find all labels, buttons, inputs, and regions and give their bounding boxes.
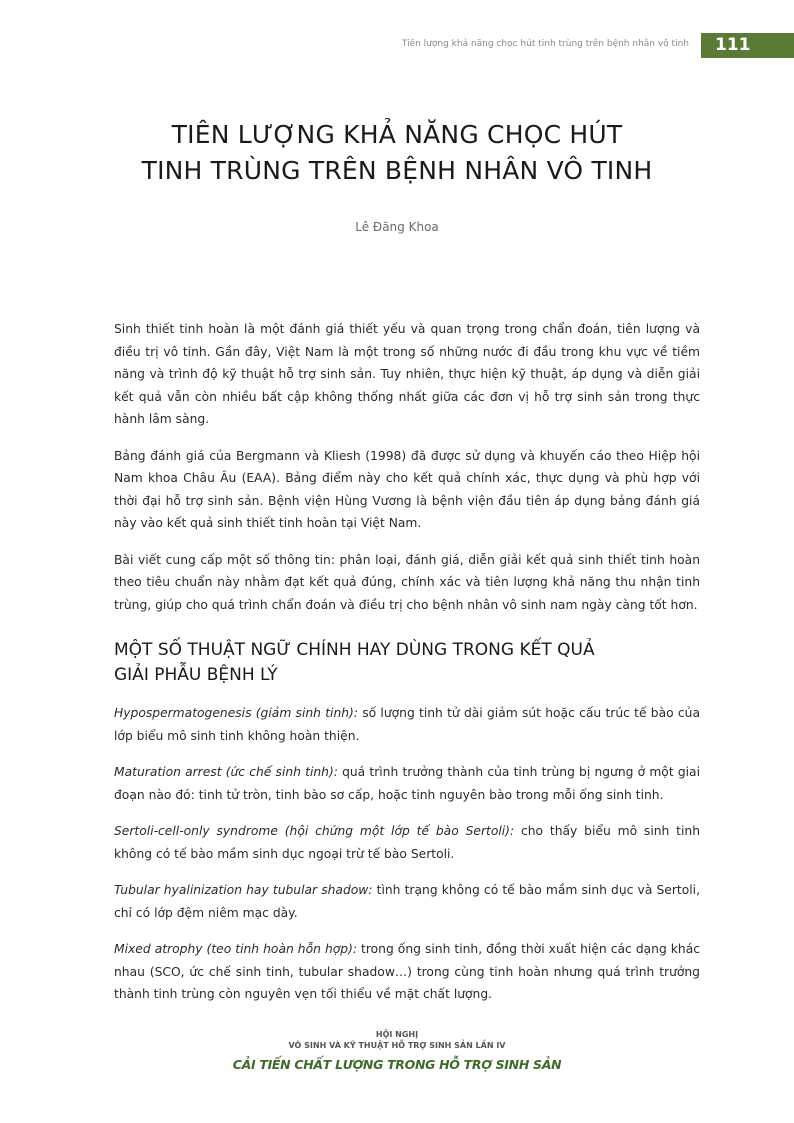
running-header: Tiên lượng khả năng chọc hút tinh trùng trên bệnh nhân vô tinh xyxy=(401,39,689,49)
term-name: Sertoli-cell-only syndrome (hội chứng một lớp tế bào Sertoli): xyxy=(114,824,515,838)
article-title xyxy=(0,117,794,189)
title-line-1: TIÊN LƯỢNG KHẢ NĂNG CHỌC HÚT xyxy=(171,120,623,149)
section-heading-line-1: MỘT SỐ THUẬT NGỮ CHÍNH HAY DÙNG TRONG KẾT QUẢ xyxy=(114,640,595,660)
term-text: quá trình trưởng thành của tinh trùng bị ngưng ở một giai đoạn nào đó: tinh tử tròn, tinh bào sơ cấp, hoặc tinh nguyên bào trong mỗi ống sinh tinh. xyxy=(114,765,700,802)
term-text: trong ống sinh tinh, đồng thời xuất hiện các dạng khác nhau (SCO, ức chế sinh tinh, tubular shadow…) trong cùng tinh hoàn nhưng quá trình trưởng thành tinh trùng còn nguyên vẹn tối thiểu về mặt chất lượng. xyxy=(114,942,701,1001)
footer-slogan: CẢI TIẾN CHẤT LƯỢNG TRONG HỖ TRỢ SINH SẢN xyxy=(232,1057,562,1072)
term-name: Hypospermatogenesis (giảm sinh tinh): xyxy=(114,706,358,720)
term-text: tình trạng không có tế bào mầm sinh dục và Sertoli, chỉ có lớp đệm niêm mạc dày. xyxy=(114,883,700,920)
conference-footer xyxy=(0,1030,794,1075)
term-definition xyxy=(114,702,700,747)
author-name: Lê Đăng Khoa xyxy=(355,220,439,234)
term-text: số lượng tinh tử dài giảm sút hoặc cấu trúc tế bào của lớp biểu mô sinh tinh không hoàn thiện. xyxy=(114,706,700,743)
term-name: Mixed atrophy (teo tinh hoàn hỗn hợp): xyxy=(114,942,358,956)
term-text: cho thấy biểu mô sinh tinh không có tế bào mầm sinh dục ngoại trừ tế bào Sertoli. xyxy=(114,824,701,861)
intro-paragraph-3: Bài viết cung cấp một số thông tin: phân loại, đánh giá, diễn giải kết quả sinh thiết tinh hoàn theo tiêu chuẩn này nhằm đạt kết quả đúng, chính xác và tiên lượng khả năng thu nhận tinh trùng, giúp cho quá trình chẩn đoán và điều trị cho bệnh nhân vô sinh nam ngày càng tốt hơn. xyxy=(114,552,700,612)
footer-line-1: HỘI NGHỊ xyxy=(375,1030,419,1039)
term-definition xyxy=(114,879,700,924)
term-name: Maturation arrest (ức chế sinh tinh): xyxy=(114,765,338,779)
term-definition xyxy=(114,761,700,806)
term-definition xyxy=(114,938,700,1006)
article-body xyxy=(114,318,700,1020)
term-name: Tubular hyalinization hay tubular shadow: xyxy=(114,883,373,897)
page-number: 111 xyxy=(701,33,794,58)
section-heading xyxy=(114,638,700,688)
intro-paragraph-1: Sinh thiết tinh hoàn là một đánh giá thiết yếu và quan trọng trong chẩn đoán, tiên lượng và điều trị vô tinh. Gần đây, Việt Nam là một trong số những nước đi đầu trong khu vực về tiềm năng và trình độ kỹ thuật hỗ trợ sinh sản. Tuy nhiên, thực hiện kỹ thuật, áp dụng và diễn giải kết quả vẫn còn nhiều bất cập không thống nhất giữa các đơn vị hỗ trợ sinh sản trong thực hành lâm sàng. xyxy=(114,322,700,426)
title-line-2: TINH TRÙNG TRÊN BỆNH NHÂN VÔ TINH xyxy=(141,156,653,185)
intro-paragraph-2: Bảng đánh giá của Bergmann và Kliesh (1998) đã được sử dụng và khuyến cáo theo Hiệp hội Nam khoa Châu Âu (EAA). Bảng điểm này cho kết quả chính xác, thực dụng và phù hợp với thời đại hỗ trợ sinh sản. Bệnh viện Hùng Vương là bệnh viện đầu tiên áp dụng bảng đánh giá này vào kết quả sinh thiết tinh hoàn tại Việt Nam. xyxy=(114,448,700,530)
section-heading-line-2: GIẢI PHẪU BỆNH LÝ xyxy=(114,665,278,685)
footer-line-2: VÔ SINH VÀ KỸ THUẬT HỖ TRỢ SINH SẢN LẦN IV xyxy=(288,1041,506,1050)
term-definition xyxy=(114,820,700,865)
